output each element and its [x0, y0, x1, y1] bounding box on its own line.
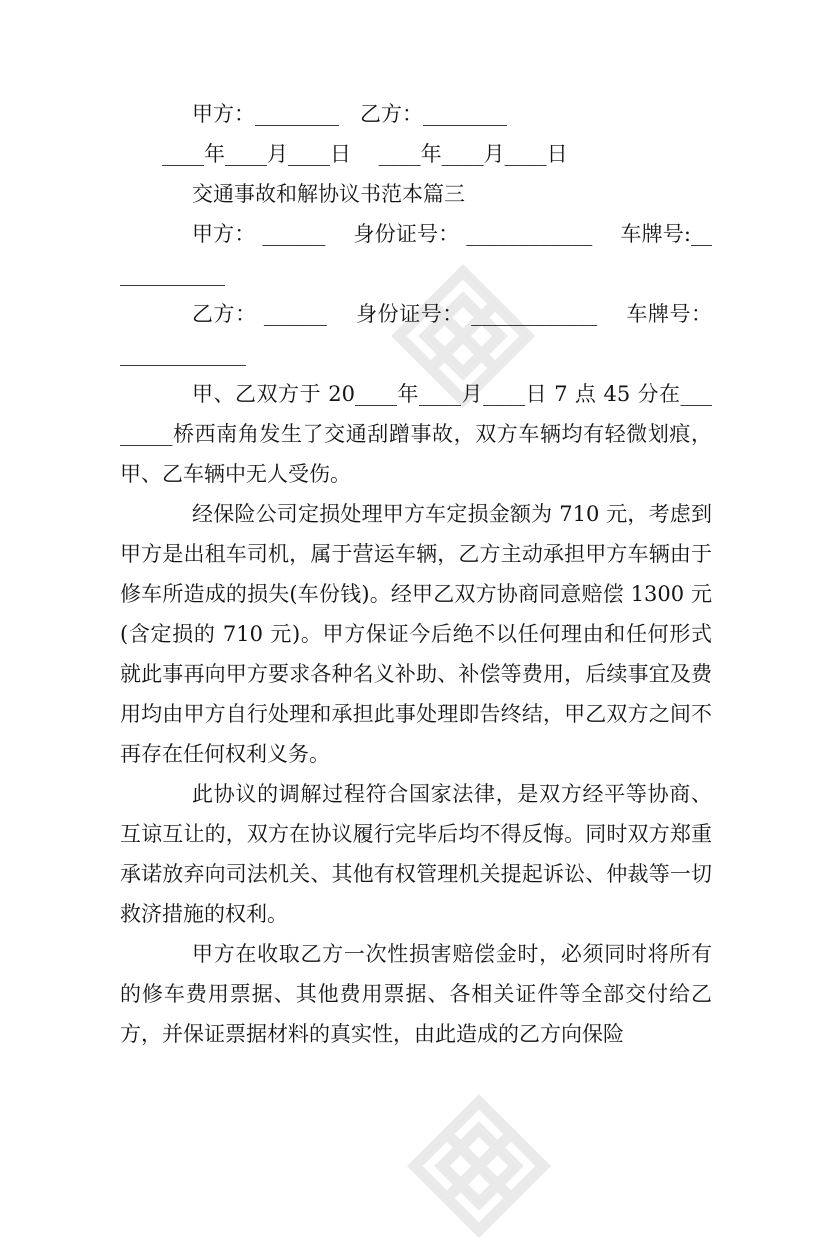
accident-description-paragraph: 甲、乙双方于 20____年____月____日 7 点 45 分在________桥西南角发生了交通刮蹭事故，双方车辆均有轻微划痕，甲、乙车辆中无人受伤。 [120, 382, 712, 486]
signature-dates-line: ____年____月____日 ____年____月____日 [162, 142, 568, 166]
party-a-info-line: 甲方： ______ 身份证号： ____________ 车牌号:____________ [120, 222, 712, 286]
party-names-line: 甲方：________ 乙方：________ [192, 102, 507, 126]
legal-validity-paragraph: 此协议的调解过程符合国家法律，是双方经平等协商、互谅互让的，双方在协议履行完毕后均不得反悔。同时双方郑重承诺放弃向司法机关、其他有权管理机关提起诉讼、仲裁等一切救济措施的权利。 [120, 782, 712, 926]
receipt-handover-paragraph: 甲方在收取乙方一次性损害赔偿金时，必须同时将所有的修车费用票据、其他费用票据、各相关证件等全部交付给乙方，并保证票据材料的真实性，由此造成的乙方向保险 [120, 942, 712, 1046]
party-b-info-line: 乙方： ______ 身份证号： ____________ 车牌号：____________ [120, 302, 712, 366]
document-title: 交通事故和解协议书范本篇三 [192, 182, 465, 206]
compensation-paragraph: 经保险公司定损处理甲方车定损金额为 710 元，考虑到甲方是出租车司机，属于营运车辆，乙方主动承担甲方车辆由于修车所造成的损失(车份钱)。经甲乙双方协商同意赔偿 1300 元(含定损的 710 元)。甲方保证今后绝不以任何理由和任何形式就此事再向甲方要求各种名义补助、补偿等费用，后续事宜及费用均由甲方自行处理和承担此事处理即告终结，甲乙双方之间不再存在任何权利义务。 [120, 502, 712, 766]
